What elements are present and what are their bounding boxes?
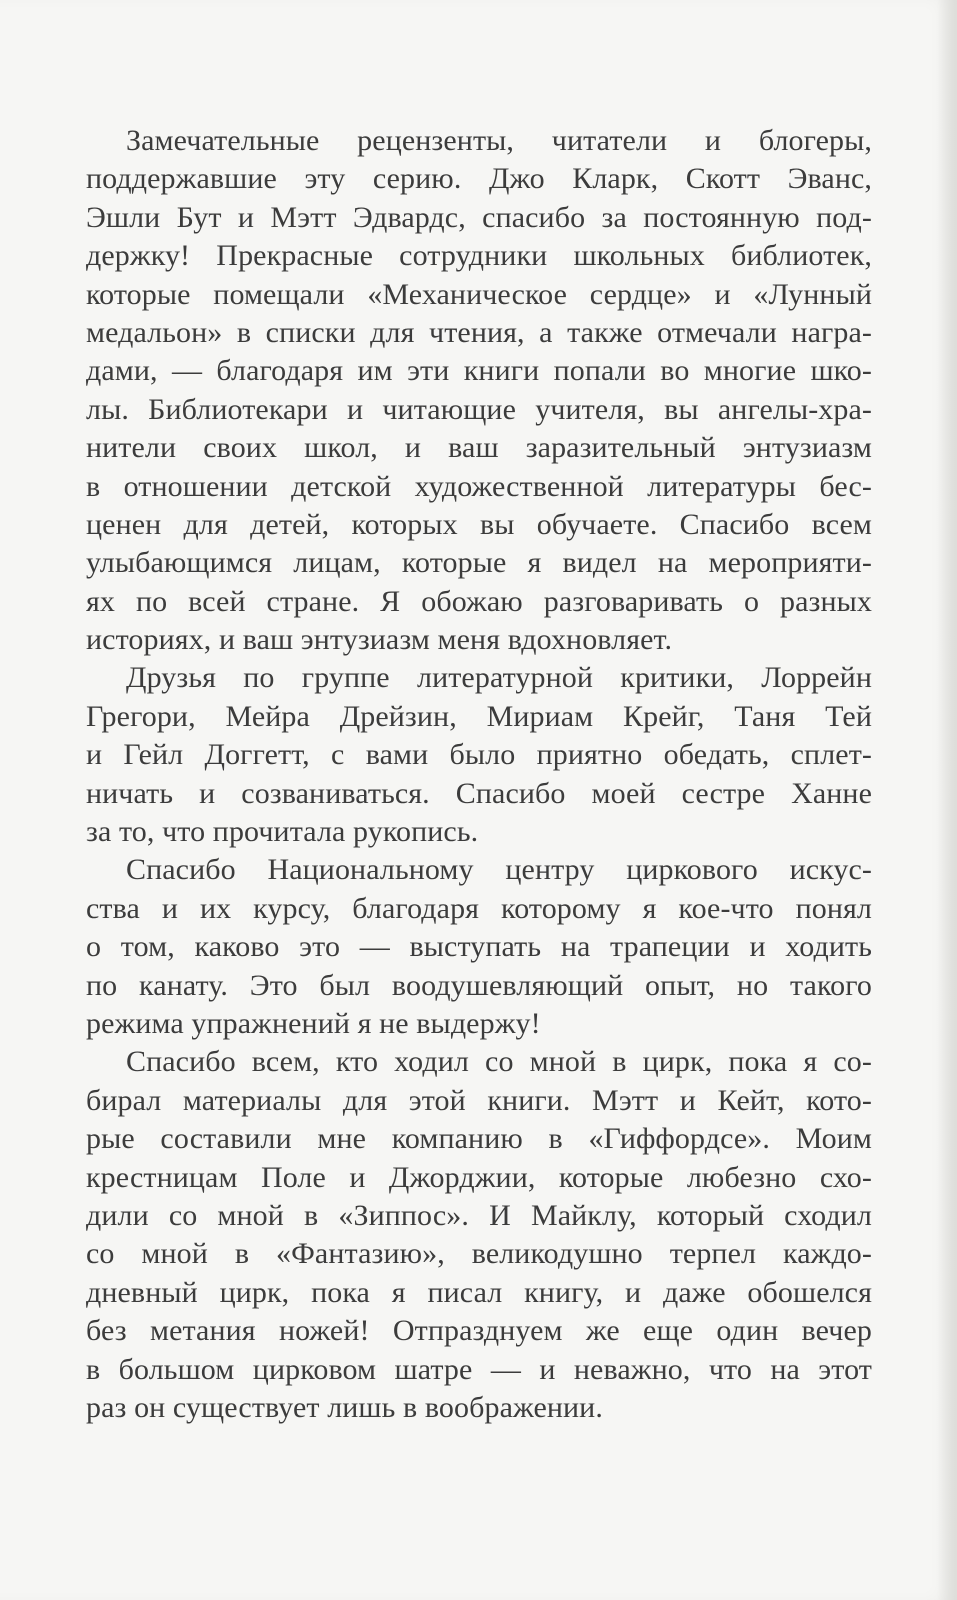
page-edge-shadow	[937, 0, 957, 1600]
paragraph-circus-visits	[86, 1043, 872, 1427]
text-line: держку! Прекрасные сотрудники школьных библиотек,	[86, 239, 872, 273]
text-line: по канату. Это был воодушевляющий опыт, но такого	[86, 968, 872, 1002]
text-line: в отношении детской художественной литературы бес-	[86, 469, 872, 503]
paragraph-critique-group	[86, 659, 872, 851]
text-line: нители своих школ, и ваш заразительный энтузиазм	[86, 431, 872, 465]
text-line: медальон» в списки для чтения, а также отмечали награ-	[86, 315, 872, 349]
text-line: дами, — благодаря им эти книги попали во многие шко-	[86, 354, 872, 388]
text-line: рые составили мне компанию в «Гиффордсе». Моим	[86, 1122, 872, 1156]
text-line: ничать и созваниваться. Спасибо моей сестре Ханне	[86, 776, 872, 810]
text-line: Спасибо Национальному центру циркового искус-	[126, 853, 872, 887]
text-line: Эшли Бут и Мэтт Эдвардс, спасибо за постоянную под-	[86, 200, 872, 234]
text-line: которые помещали «Механическое сердце» и «Лунный	[86, 277, 872, 311]
text-line: дневный цирк, пока я писал книгу, и даже обошелся	[86, 1275, 872, 1309]
text-line: без метания ножей! Отпразднуем же еще один вечер	[86, 1314, 872, 1348]
text-line: режима упражнений я не выдержу!	[86, 1006, 541, 1040]
text-line: дили со мной в «Зиппос». И Майклу, который сходил	[86, 1198, 872, 1232]
paragraph-circus-centre	[86, 851, 872, 1043]
text-line: улыбающимся лицам, которые я видел на мероприяти-	[86, 546, 872, 580]
text-line: ях по всей стране. Я обожаю разговаривать о разных	[86, 584, 872, 618]
paragraph-reviewers	[86, 122, 872, 659]
text-line: Грегори, Мейра Дрейзин, Мириам Крейг, Таня Тей	[86, 699, 872, 733]
text-line: о том, каково это — выступать на трапеции и ходить	[86, 930, 872, 964]
text-line: раз он существует лишь в воображении.	[86, 1390, 603, 1424]
text-line: ценен для детей, которых вы обучаете. Спасибо всем	[86, 507, 872, 541]
body-text	[86, 122, 872, 1427]
text-line: ства и их курсу, благодаря которому я кое-что понял	[86, 891, 872, 925]
text-line: лы. Библиотекари и читающие учителя, вы ангелы-хра-	[86, 392, 872, 426]
text-line: поддержавшие эту серию. Джо Кларк, Скотт Эванс,	[86, 162, 872, 196]
text-line: за то, что прочитала рукопись.	[86, 815, 479, 849]
text-line: в большом цирковом шатре — и неважно, что на этот	[86, 1352, 872, 1386]
text-line: крестницам Поле и Джорджии, которые любезно схо-	[86, 1160, 872, 1194]
text-line: со мной в «Фантазию», великодушно терпел каждо-	[86, 1237, 872, 1271]
text-line: Друзья по группе литературной критики, Лоррейн	[126, 661, 872, 695]
text-line: и Гейл Доггетт, с вами было приятно обедать, сплет-	[86, 738, 872, 772]
text-line: Спасибо всем, кто ходил со мной в цирк, пока я со-	[126, 1045, 872, 1079]
text-line: Замечательные рецензенты, читатели и блогеры,	[126, 124, 872, 157]
text-line: историях, и ваш энтузиазм меня вдохновляет.	[86, 623, 673, 657]
text-line: бирал материалы для этой книги. Мэтт и Кейт, кото-	[86, 1083, 872, 1117]
